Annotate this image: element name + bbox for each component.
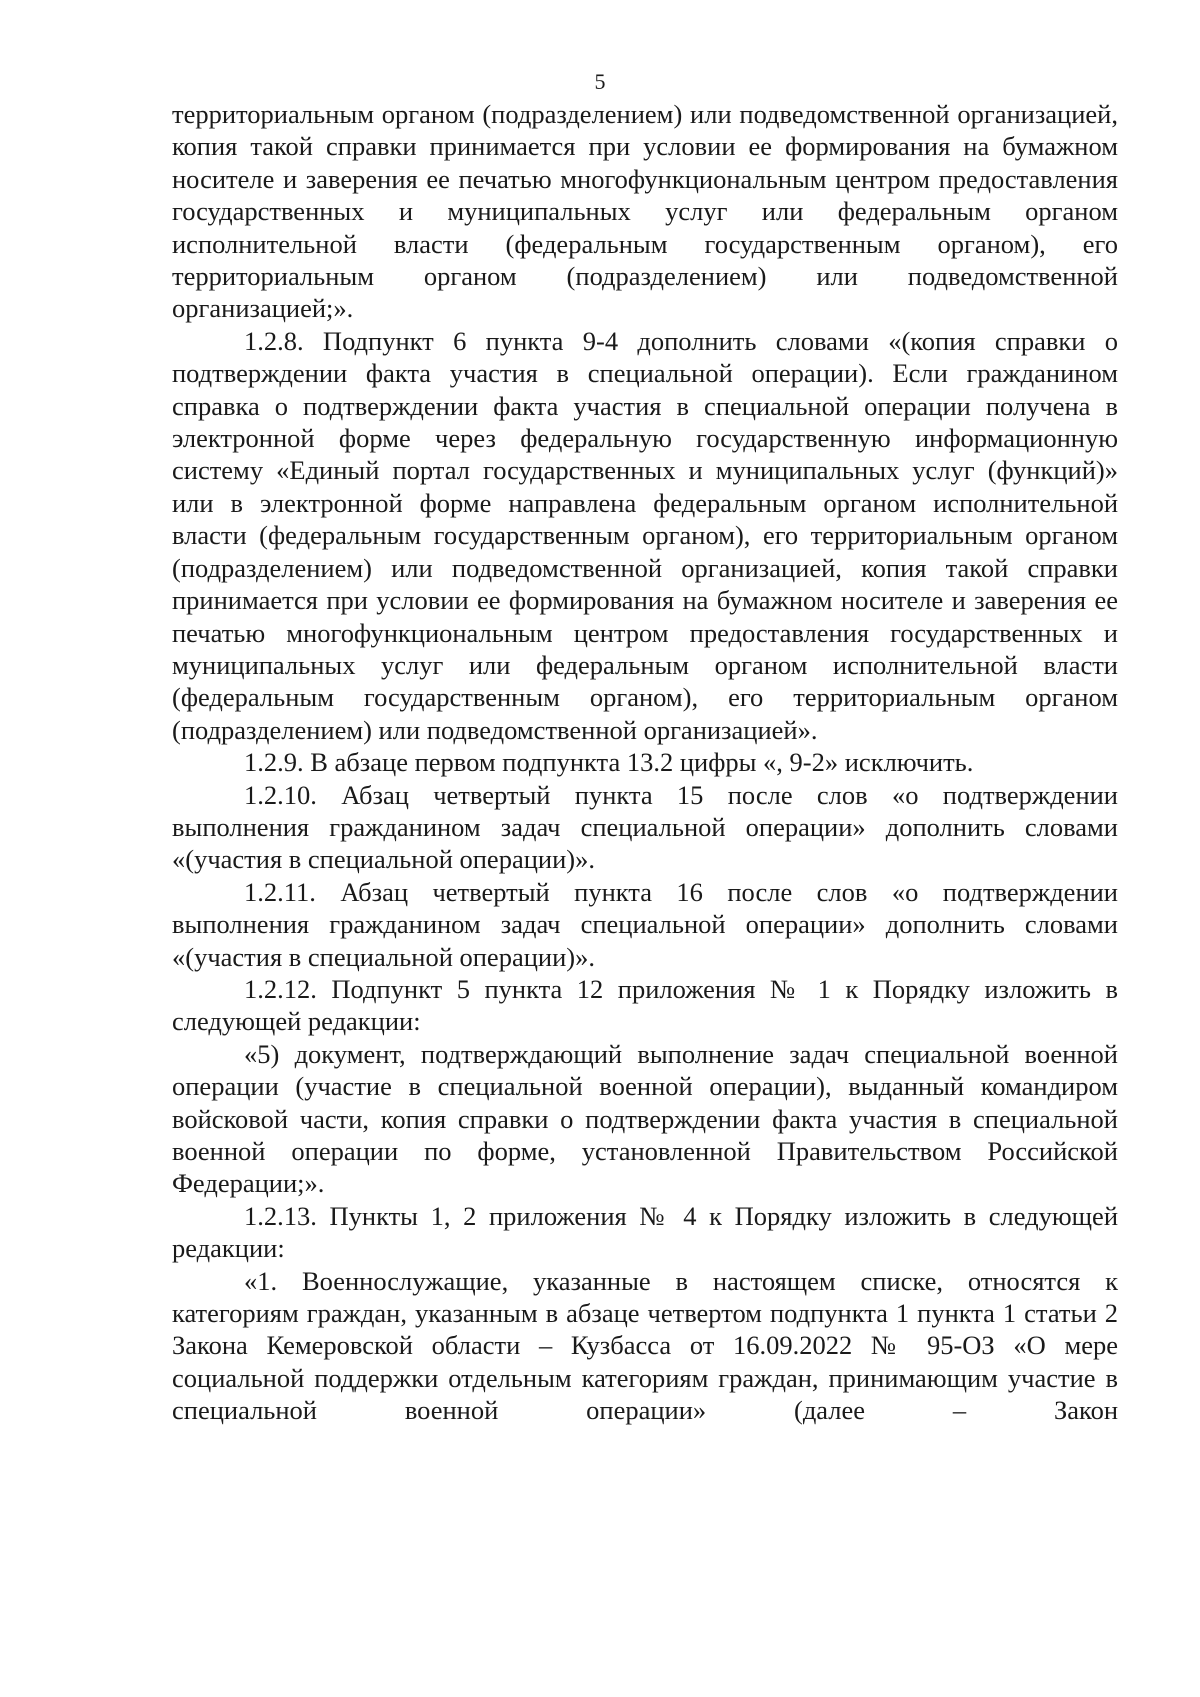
page-number: 5 <box>594 69 606 94</box>
paragraph-item-1-2-10: 1.2.10. Абзац четвертый пункта 15 после слов «о подтверждении выполнения гражданином задач специальной операции» дополнить словами «(участия в специальной операции)». <box>172 779 1118 875</box>
paragraph-quote-1: «1. Военнослужащие, указанные в настоящем списке, относятся к категориям граждан, указанным в абзаце четвертом подпункта 1 пункта 1 статьи 2 Закона Кемеровской области – Кузбасса от 16.09.2022 № 95-ОЗ «О мере социальной поддержки отдельным категориям граждан, принимающим участие в специальной военной операции» (далее – Закон <box>172 1265 1118 1426</box>
paragraph-item-1-2-12: 1.2.12. Подпункт 5 пункта 12 приложения № 1 к Порядку изложить в следующей редакции: <box>172 973 1118 1037</box>
paragraph-item-1-2-11: 1.2.11. Абзац четвертый пункта 16 после слов «о подтверждении выполнения гражданином задач специальной операции» дополнить словами «(участия в специальной операции)». <box>172 876 1118 972</box>
paragraph-item-1-2-13: 1.2.13. Пункты 1, 2 приложения № 4 к Порядку изложить в следующей редакции: <box>172 1200 1118 1264</box>
paragraph-item-1-2-9: 1.2.9. В абзаце первом подпункта 13.2 цифры «, 9-2» исключить. <box>244 747 974 778</box>
paragraph-continuation: территориальным органом (подразделением) или подведомственной организацией, копия такой справки принимается при условии ее формирования на бумажном носителе и заверения ее печатью многофункциональным центром предоставления государственных и муниципальных услуг или федеральным органом исполнительной власти (федеральным государственным органом), его территориальным органом (подразделением) или подведомственной организацией;». <box>172 99 1118 324</box>
paragraph-item-1-2-8: 1.2.8. Подпункт 6 пункта 9-4 дополнить словами «(копия справки о подтверждении факта участия в специальной операции). Если гражданином справка о подтверждении факта участия в специальной операции получена в электронной форме через федеральную государственную информационную систему «Единый портал государственных и муниципальных услуг (функций)» или в электронной форме направлена федеральным органом исполнительной власти (федеральным государственным органом), его территориальным органом (подразделением) или подведомственной организацией, копия такой справки принимается при условии ее формирования на бумажном носителе и заверения ее печатью многофункциональным центром предоставления государственных и муниципальных услуг или федеральным органом исполнительной власти (федеральным государственным органом), его территориальным органом (подразделением) или подведомственной организацией». <box>172 325 1118 745</box>
document-body <box>172 98 1118 1427</box>
paragraph-quote-5: «5) документ, подтверждающий выполнение задач специальной военной операции (участие в специальной военной операции), выданный командиром войсковой части, копия справки о подтверждении факта участия в специальной военной операции по форме, установленной Правительством Российской Федерации;». <box>172 1038 1118 1199</box>
